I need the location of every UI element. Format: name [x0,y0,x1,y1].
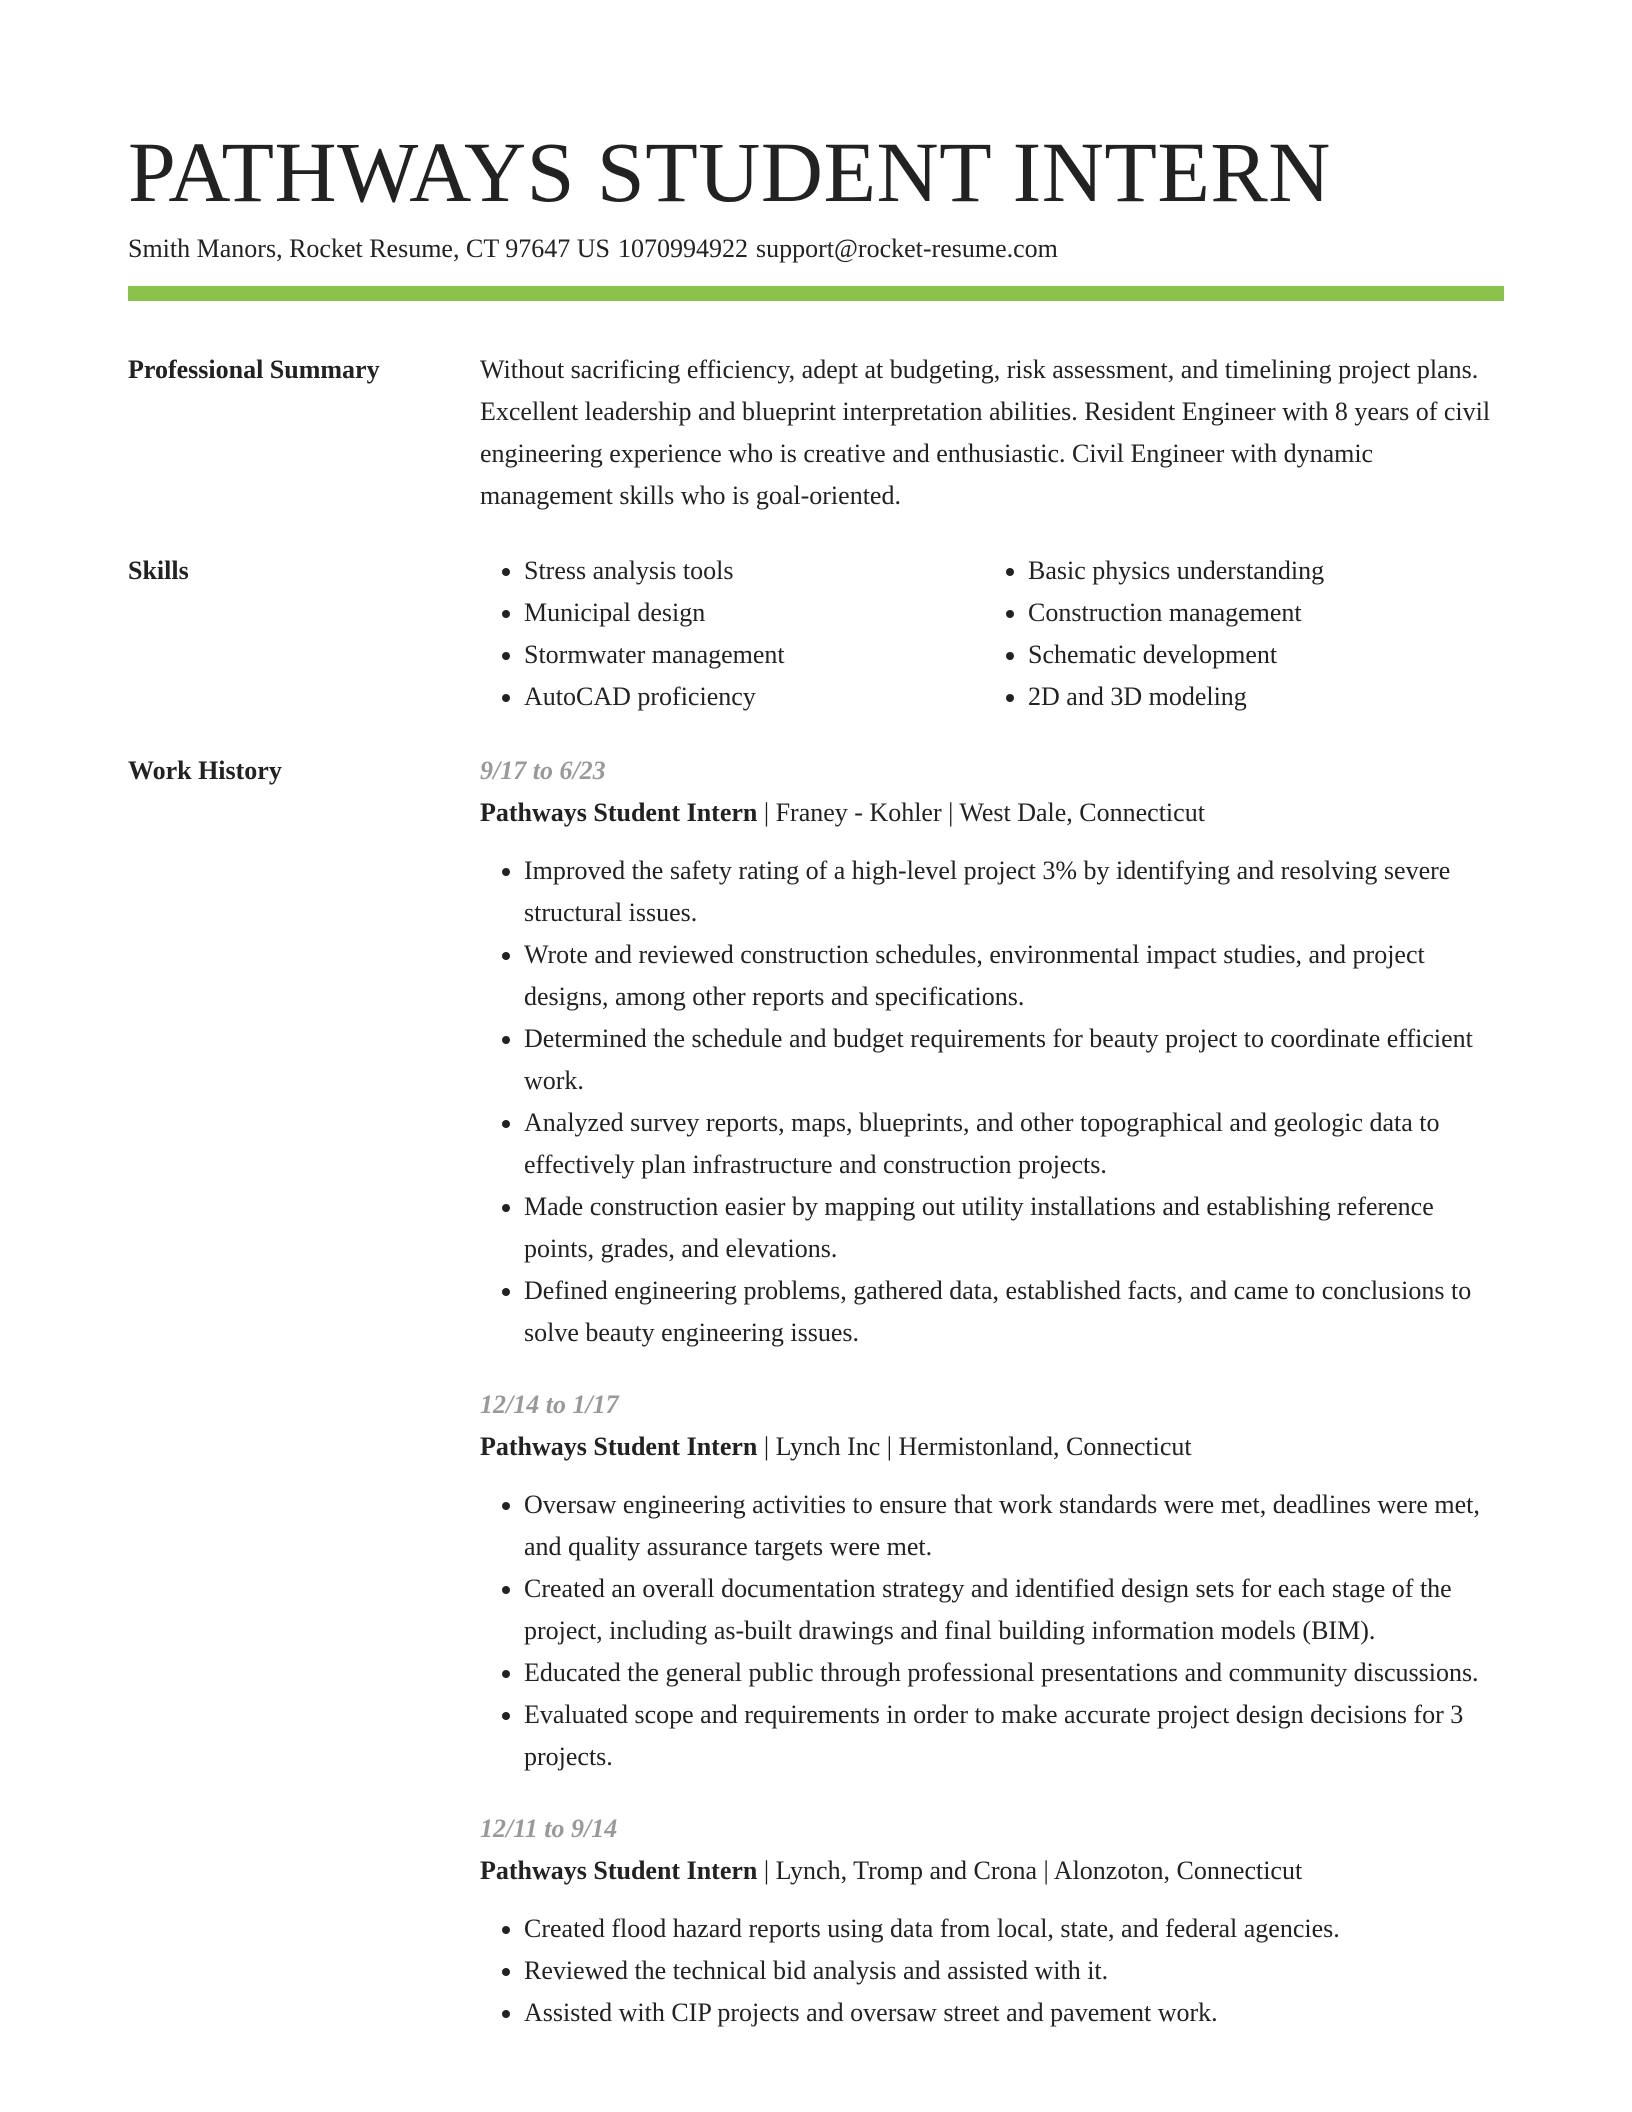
job-bullet: • Made construction easier by mapping out utility installations and establishing reference points, grades, and elevations. [524,1186,1504,1270]
work-history-body [480,750,1504,2064]
job-bullet: • Oversaw engineering activities to ensure that work standards were met, deadlines were met, and quality assurance targets were met. [524,1484,1504,1568]
skills-list-right [984,550,1488,718]
job-details: | Franey - Kohler | West Dale, Connecticut [757,798,1205,827]
skills-list-left [480,550,984,718]
job-title: Pathways Student Intern [480,1432,758,1461]
job-dates: 12/11 to 9/14 [480,1814,618,1843]
job-title-line [480,1850,1504,1892]
summary-heading: Professional Summary [128,355,380,384]
job-details: | Lynch, Tromp and Crona | Alonzoton, Connecticut [757,1856,1303,1885]
job-dates: 9/17 to 6/23 [480,756,606,785]
skill-item: • AutoCAD proficiency [524,676,984,718]
job-bullet: • Analyzed survey reports, maps, blueprints, and other topographical and geologic data to effectively plan infrastructure and construction projects. [524,1102,1504,1186]
job-title-line [480,1426,1504,1468]
skill-item: • Basic physics understanding [1028,550,1488,592]
skill-item: • Schematic development [1028,634,1488,676]
summary-body [480,349,1504,517]
accent-divider [128,286,1504,301]
skill-item: • 2D and 3D modeling [1028,676,1488,718]
job-bullet: • Assisted with CIP projects and oversaw street and pavement work. [524,1992,1504,2034]
contact-phone: 1070994922 [617,234,748,263]
job-details: | Lynch Inc | Hermistonland, Connecticut [757,1432,1192,1461]
job-title: Pathways Student Intern [480,1856,758,1885]
job-entry [480,1808,1504,2034]
skill-item: • Stormwater management [524,634,984,676]
skills-heading: Skills [128,556,189,585]
job-entry [480,1384,1504,1778]
skill-item: • Stress analysis tools [524,550,984,592]
job-bullets [480,1908,1504,2034]
job-bullet: • Determined the schedule and budget requirements for beauty project to coordinate efficient work. [524,1018,1504,1102]
job-dates: 12/14 to 1/17 [480,1390,619,1419]
job-bullets [480,1484,1504,1778]
resume-name: PATHWAYS STUDENT INTERN [128,124,1331,220]
job-title: Pathways Student Intern [480,798,758,827]
contact-email: support@rocket-resume.com [755,234,1058,263]
skills-columns [480,550,1504,718]
contact-line [128,232,1058,266]
contact-address: Smith Manors, Rocket Resume, CT 97647 US [128,234,610,263]
skill-item: • Construction management [1028,592,1488,634]
job-bullets [480,850,1504,1354]
summary-text: Without sacrificing efficiency, adept at budgeting, risk assessment, and timelining project plans. Excellent leadership and blueprint interpretation abilities. Resident Engineer with 8 years of civil engineering experience who is creative and enthusiastic. Civil Engineer with dynamic management skills who is goal-oriented. [480,355,1491,510]
job-bullet: • Reviewed the technical bid analysis and assisted with it. [524,1950,1504,1992]
job-bullet: • Created an overall documentation strategy and identified design sets for each stage of the project, including as-built drawings and final building information models (BIM). [524,1568,1504,1652]
skills-body [480,550,1504,718]
job-bullet: • Evaluated scope and requirements in order to make accurate project design decisions for 3 projects. [524,1694,1504,1778]
job-bullet: • Educated the general public through professional presentations and community discussions. [524,1652,1504,1694]
job-bullet: • Improved the safety rating of a high-level project 3% by identifying and resolving severe structural issues. [524,850,1504,934]
skill-item: • Municipal design [524,592,984,634]
job-entry [480,750,1504,1354]
job-bullet: • Defined engineering problems, gathered data, established facts, and came to conclusions to solve beauty engineering issues. [524,1270,1504,1354]
job-title-line [480,792,1504,834]
job-bullet: • Created flood hazard reports using data from local, state, and federal agencies. [524,1908,1504,1950]
work-history-heading: Work History [128,756,282,785]
job-bullet: • Wrote and reviewed construction schedules, environmental impact studies, and project designs, among other reports and specifications. [524,934,1504,1018]
